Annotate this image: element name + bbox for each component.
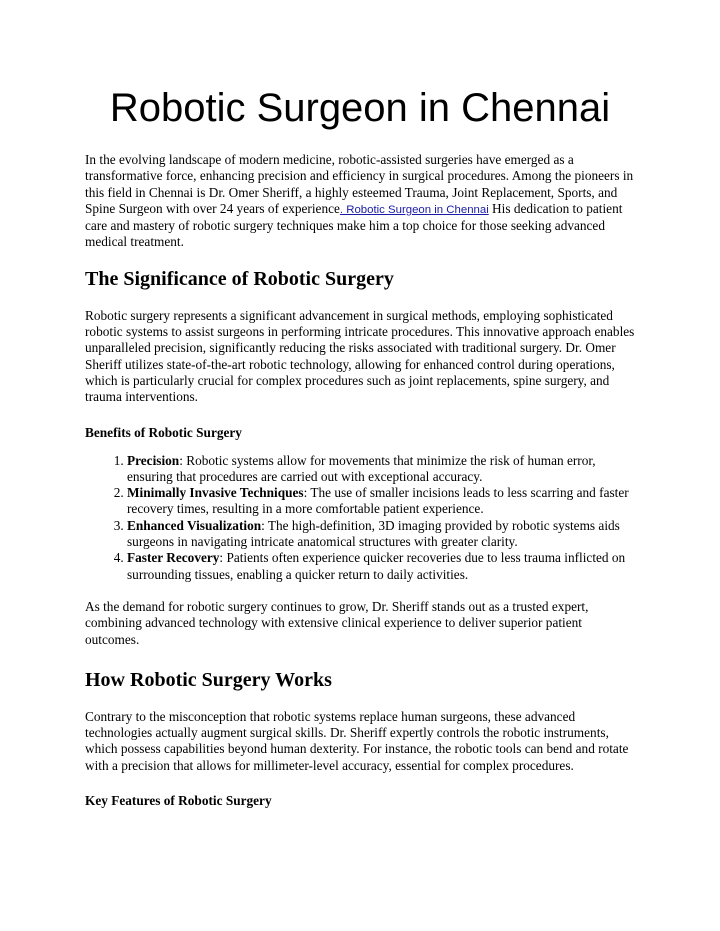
subheading-benefits: Benefits of Robotic Surgery <box>85 424 242 440</box>
benefit-term: Minimally Invasive Techniques <box>127 485 304 501</box>
section-heading-significance: The Significance of Robotic Surgery <box>85 267 394 290</box>
benefit-term: Precision <box>127 452 180 468</box>
page-title: Robotic Surgeon in Chennai <box>109 86 611 130</box>
benefit-term: Enhanced Visualization <box>127 517 262 533</box>
intro-text: In the evolving landscape of modern medicine, robotic-assisted surgeries have emerged as a transformative force, enhancing precision and efficiency in surgical procedures. Among the pioneers in this field in Chennai is Dr. Omer Sheriff, a highly esteemed Trauma, Joint Replacement, Sports, and Spine Surgeon with over 24 years of experience <box>85 152 634 216</box>
section-heading-how-it-works: How Robotic Surgery Works <box>85 668 332 691</box>
subheading-key-features: Key Features of Robotic Surgery <box>85 793 272 809</box>
intro-paragraph <box>85 152 635 251</box>
closing-paragraph: As the demand for robotic surgery continues to grow, Dr. Sheriff stands out as a trusted expert, combining advanced technology with extensive clinical experience to deliver superior patient outcomes. <box>85 598 589 647</box>
list-item <box>127 485 635 518</box>
benefits-list <box>85 453 635 583</box>
list-item <box>127 550 635 583</box>
robotic-surgeon-link[interactable]: . Robotic Surgeon in Chennai <box>339 203 489 216</box>
benefit-desc: : Patients often experience quicker recoveries due to less trauma inflicted on surrounding tissues, enabling a quicker return to daily activities. <box>127 550 626 582</box>
document-body <box>85 152 635 821</box>
how-it-works-paragraph: Contrary to the misconception that robotic systems replace human surgeons, these advanced technologies actually augment surgical skills. Dr. Sheriff expertly controls the robotic instruments, which possess capabilities beyond human dexterity. For instance, the robotic tools can bend and rotate with a precision that allows for millimeter-level accuracy, essential for complex procedures. <box>85 708 629 773</box>
benefit-desc: : Robotic systems allow for movements that minimize the risk of human error, ensuring that procedures are carried out with exceptional accuracy. <box>127 452 596 484</box>
benefit-desc: : The use of smaller incisions leads to less scarring and faster recovery times, resulting in a more comfortable patient experience. <box>127 485 629 517</box>
benefit-desc: : The high-definition, 3D imaging provided by robotic systems aids surgeons in navigating intricate anatomical structures with greater clarity. <box>127 517 620 550</box>
list-item <box>127 453 635 486</box>
benefit-term: Faster Recovery <box>127 550 220 566</box>
significance-paragraph: Robotic surgery represents a significant advancement in surgical methods, employing sophisticated robotic systems to assist surgeons in performing intricate procedures. This innovative approach enables unparalleled precision, significantly reducing the risks associated with traditional surgery. Dr. Omer Sheriff utilizes state-of-the-art robotic technology, allowing for enhanced control during operations, which is particularly crucial for complex procedures such as joint replacements, spine surgery, and trauma interventions. <box>85 307 635 405</box>
intro-text-continued: His dedication to patient care and mastery of robotic surgery techniques make him a top choice for those seeking advanced medical treatment. <box>85 200 623 250</box>
list-item <box>127 518 635 551</box>
